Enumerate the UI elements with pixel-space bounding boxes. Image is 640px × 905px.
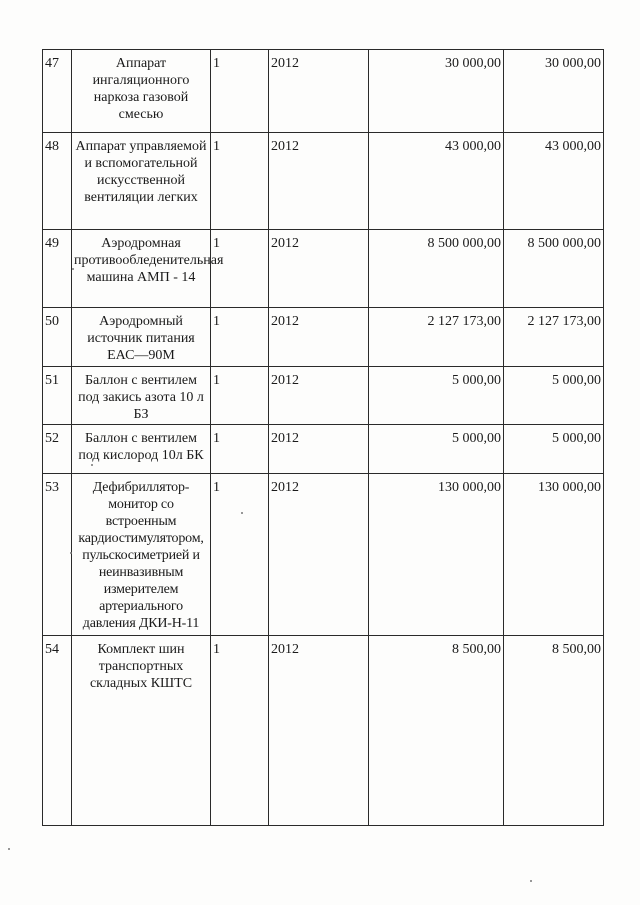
row-number: 53 [43, 474, 72, 636]
item-name: Аэродромный источник питания ЕАС—90М [72, 308, 211, 367]
table-row [43, 425, 604, 474]
item-quantity: 1 [211, 50, 269, 133]
item-quantity: 1 [211, 230, 269, 308]
inventory-table [42, 49, 604, 826]
item-total: 2 127 173,00 [504, 308, 604, 367]
scan-speck [530, 880, 532, 882]
item-name: Комплект шин транспортных складных КШТС [72, 636, 211, 826]
table-row [43, 474, 604, 636]
item-total: 130 000,00 [504, 474, 604, 636]
scan-speck [8, 848, 10, 850]
table-row [43, 50, 604, 133]
row-number: 51 [43, 367, 72, 425]
item-year: 2012 [269, 308, 369, 367]
item-name: Аэродромная противообледенительная машина АМП - 14 [72, 230, 211, 308]
item-year: 2012 [269, 50, 369, 133]
item-total: 43 000,00 [504, 133, 604, 230]
item-year: 2012 [269, 474, 369, 636]
item-quantity: 1 [211, 636, 269, 826]
item-quantity: 1 [211, 133, 269, 230]
scan-speck [72, 268, 74, 270]
table-row [43, 636, 604, 826]
item-name: Дефибриллятор-монитор со встроенным кардиостимулятором, пульскосиметрией и неинвазивным измерителем артериального давления ДКИ-Н-11 [72, 474, 211, 636]
item-price: 8 500 000,00 [369, 230, 504, 308]
item-price: 30 000,00 [369, 50, 504, 133]
row-number: 47 [43, 50, 72, 133]
item-price: 5 000,00 [369, 367, 504, 425]
item-quantity: 1 [211, 308, 269, 367]
scan-speck [70, 552, 72, 554]
item-name: Баллон с вентилем под закись азота 10 л БЗ [72, 367, 211, 425]
item-total: 5 000,00 [504, 425, 604, 474]
item-total: 30 000,00 [504, 50, 604, 133]
item-price: 2 127 173,00 [369, 308, 504, 367]
item-price: 43 000,00 [369, 133, 504, 230]
item-name: Аппарат управляемой и вспомогательной искусственной вентиляции легких [72, 133, 211, 230]
table-row [43, 230, 604, 308]
row-number: 52 [43, 425, 72, 474]
item-year: 2012 [269, 425, 369, 474]
item-name: Баллон с вентилем под кислород 10л БК [72, 425, 211, 474]
row-number: 54 [43, 636, 72, 826]
item-year: 2012 [269, 367, 369, 425]
row-number: 50 [43, 308, 72, 367]
item-quantity: 1 [211, 367, 269, 425]
item-quantity: 1 [211, 474, 269, 636]
item-total: 8 500,00 [504, 636, 604, 826]
scan-speck [241, 512, 243, 514]
item-quantity: 1 [211, 425, 269, 474]
item-price: 8 500,00 [369, 636, 504, 826]
item-price: 130 000,00 [369, 474, 504, 636]
item-price: 5 000,00 [369, 425, 504, 474]
item-total: 8 500 000,00 [504, 230, 604, 308]
item-year: 2012 [269, 230, 369, 308]
row-number: 48 [43, 133, 72, 230]
item-name: Аппарат ингаляционного наркоза газовой смесью [72, 50, 211, 133]
table-row [43, 133, 604, 230]
item-total: 5 000,00 [504, 367, 604, 425]
item-year: 2012 [269, 133, 369, 230]
row-number: 49 [43, 230, 72, 308]
scan-speck [91, 464, 93, 466]
table-row [43, 308, 604, 367]
table-row [43, 367, 604, 425]
item-year: 2012 [269, 636, 369, 826]
